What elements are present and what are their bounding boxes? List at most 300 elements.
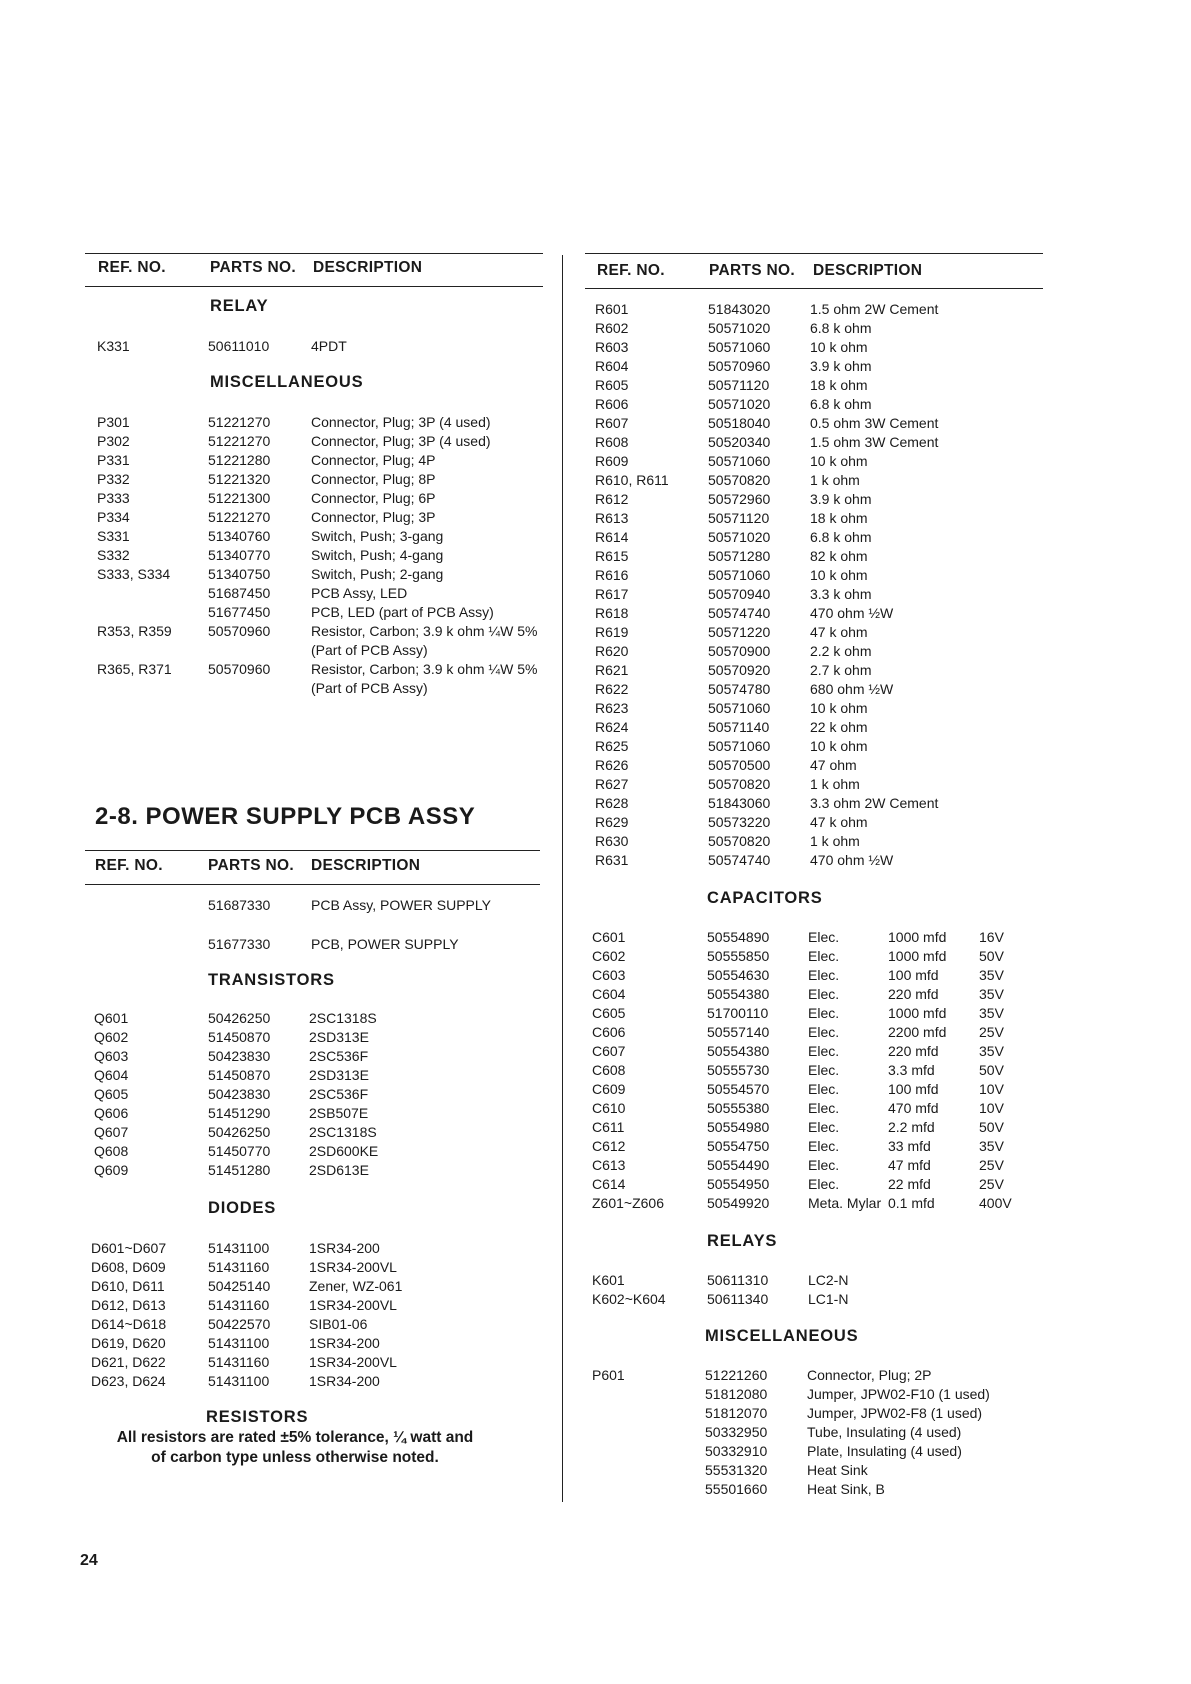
cell-ref: R619 <box>595 624 629 640</box>
cell-desc: LC2-N <box>808 1272 849 1288</box>
right-header-parts: PARTS NO. <box>709 262 795 279</box>
table-row <box>0 1423 1191 1442</box>
table-row <box>0 699 1191 718</box>
table-row <box>0 680 1191 699</box>
cell-part: 51677450 <box>208 604 271 620</box>
cell-part: 50554980 <box>707 1119 770 1135</box>
cell-part: 50570920 <box>708 662 771 678</box>
cell-part: 50549920 <box>707 1195 770 1211</box>
cell-ref: D601~D607 <box>91 1240 167 1256</box>
cell-part: 51340750 <box>208 566 271 582</box>
cell-part: 50423830 <box>208 1086 271 1102</box>
table-row <box>0 604 1191 623</box>
resistors-note-line-2: of carbon type unless otherwise noted. <box>151 1449 439 1466</box>
cell-part: 50570500 <box>708 757 771 773</box>
cell-volt: 50V <box>979 1119 1004 1135</box>
cell-ref: R624 <box>595 719 629 735</box>
cell-desc: 10 k ohm <box>810 700 868 716</box>
power-header-rule <box>85 884 540 885</box>
cell-type: Elec. <box>808 967 840 983</box>
cell-part: 50555730 <box>707 1062 770 1078</box>
cell-desc: Connector, Plug; 3P (4 used) <box>311 433 491 449</box>
cell-part: 50426250 <box>208 1124 271 1140</box>
page-number: 24 <box>80 1552 98 1569</box>
cell-part: 50571120 <box>708 510 770 526</box>
cell-type: Elec. <box>808 1024 840 1040</box>
cell-ref: R601 <box>595 301 629 317</box>
table-row <box>0 642 1191 661</box>
cell-desc: Connector, Plug; 4P <box>311 452 436 468</box>
cell-desc: 0.5 ohm 3W Cement <box>810 415 939 431</box>
cell-ref: Q605 <box>94 1086 129 1102</box>
cell-part: 51700110 <box>707 1005 769 1021</box>
cell-part: 50423830 <box>208 1048 271 1064</box>
cell-part: 50554750 <box>707 1138 770 1154</box>
right-header-desc: DESCRIPTION <box>813 262 923 279</box>
cell-part: 50574740 <box>708 852 771 868</box>
table-row <box>0 1461 1191 1480</box>
cell-part: 51431100 <box>208 1373 270 1389</box>
cell-ref: C609 <box>592 1081 626 1097</box>
cell-ref: K602~K604 <box>592 1291 666 1307</box>
cell-ref: Q601 <box>94 1010 129 1026</box>
cell-part: 51687330 <box>208 897 271 913</box>
cell-ref: R614 <box>595 529 629 545</box>
cell-desc: 2SC1318S <box>309 1010 377 1026</box>
cell-ref: R630 <box>595 833 629 849</box>
cell-desc: 47 k ohm <box>810 814 868 830</box>
table-row <box>0 966 1191 985</box>
cell-desc: 1 k ohm <box>810 833 860 849</box>
cell-type: Elec. <box>808 1176 840 1192</box>
cell-desc: 2SD600KE <box>309 1143 379 1159</box>
cell-desc: Connector, Plug; 6P <box>311 490 436 506</box>
cell-part: 51431100 <box>208 1335 270 1351</box>
cell-ref: P333 <box>97 490 130 506</box>
cell-desc: 1SR34-200 <box>309 1240 380 1256</box>
cell-part: 50570960 <box>208 661 271 677</box>
cell-ref: R627 <box>595 776 629 792</box>
left-misc-title: MISCELLANEOUS <box>210 373 364 391</box>
cell-part: 50425140 <box>208 1278 271 1294</box>
cell-desc: Resistor, Carbon; 3.9 k ohm ¼W 5% (Part of PCB Assy) <box>311 661 538 696</box>
cell-part: 50426250 <box>208 1010 271 1026</box>
cell-ref: Q606 <box>94 1105 129 1121</box>
cell-desc: SIB01-06 <box>309 1316 368 1332</box>
cell-ref: C603 <box>592 967 626 983</box>
cell-part: 55531320 <box>705 1462 768 1478</box>
cell-part: 51450870 <box>208 1067 271 1083</box>
cell-desc: 3.9 k ohm <box>810 358 872 374</box>
cell-value: 1000 mfd <box>888 1005 947 1021</box>
cell-ref: Q604 <box>94 1067 129 1083</box>
cell-value: 3.3 mfd <box>888 1062 935 1078</box>
cell-part: 50574780 <box>708 681 771 697</box>
right-resistors-list <box>0 300 1191 870</box>
cell-part: 51687450 <box>208 585 271 601</box>
cell-volt: 35V <box>979 986 1004 1002</box>
cell-part: 50570960 <box>208 623 271 639</box>
cell-ref: R617 <box>595 586 629 602</box>
table-row <box>0 851 1191 870</box>
left-header-desc: DESCRIPTION <box>313 259 423 276</box>
table-row <box>0 623 1191 642</box>
table-row <box>0 1404 1191 1423</box>
cell-desc: 10 k ohm <box>810 453 868 469</box>
cell-ref: P302 <box>97 433 130 449</box>
cell-ref: Q607 <box>94 1124 129 1140</box>
table-row <box>0 452 1191 471</box>
cell-value: 1000 mfd <box>888 929 947 945</box>
cell-desc: Zener, WZ-061 <box>309 1278 403 1294</box>
cell-type: Elec. <box>808 986 840 1002</box>
cell-ref: Q609 <box>94 1162 129 1178</box>
cell-part: 51677330 <box>208 936 271 952</box>
cell-desc: Switch, Push; 2-gang <box>311 566 444 582</box>
cell-desc: 10 k ohm <box>810 738 868 754</box>
cell-desc: 10 k ohm <box>810 567 868 583</box>
cell-part: 50520340 <box>708 434 771 450</box>
table-row <box>0 547 1191 566</box>
cell-ref: R631 <box>595 852 629 868</box>
cell-type: Elec. <box>808 1043 840 1059</box>
cell-desc: 1 k ohm <box>810 776 860 792</box>
cell-desc: Heat Sink, B <box>807 1481 885 1497</box>
table-row <box>0 509 1191 528</box>
table-row <box>0 300 1191 319</box>
table-row <box>0 338 1191 357</box>
cell-ref: R613 <box>595 510 629 526</box>
cell-ref: C614 <box>592 1176 626 1192</box>
cell-ref: Q602 <box>94 1029 129 1045</box>
power-supply-title: 2-8. POWER SUPPLY PCB ASSY <box>95 803 476 830</box>
cell-part: 51221260 <box>705 1367 768 1383</box>
cell-part: 51843020 <box>708 301 771 317</box>
table-row <box>0 947 1191 966</box>
cell-part: 50557140 <box>707 1024 770 1040</box>
cell-part: 51221320 <box>208 471 271 487</box>
cell-volt: 25V <box>979 1176 1004 1192</box>
cell-value: 0.1 mfd <box>888 1195 935 1211</box>
cell-desc: 47 ohm <box>810 757 857 773</box>
cell-ref: R605 <box>595 377 629 393</box>
cell-ref: C601 <box>592 929 626 945</box>
cell-desc: Switch, Push; 4-gang <box>311 547 444 563</box>
cell-part: 51340770 <box>208 547 271 563</box>
cell-desc: 2SD313E <box>309 1067 369 1083</box>
cell-part: 50571140 <box>708 719 770 735</box>
table-row <box>0 395 1191 414</box>
cell-ref: C612 <box>592 1138 626 1154</box>
table-row <box>0 1118 1191 1137</box>
table-row <box>0 585 1191 604</box>
cell-ref: R365, R371 <box>97 661 172 677</box>
cell-part: 51221270 <box>208 509 271 525</box>
cell-part: 51221270 <box>208 433 271 449</box>
cell-ref: R621 <box>595 662 629 678</box>
cell-volt: 50V <box>979 948 1004 964</box>
cell-part: 50570820 <box>708 472 771 488</box>
cell-type: Elec. <box>808 1062 840 1078</box>
cell-part: 50422570 <box>208 1316 271 1332</box>
cell-ref: S332 <box>97 547 130 563</box>
table-row <box>0 1156 1191 1175</box>
cell-part: 51431160 <box>208 1354 270 1370</box>
cell-ref: R606 <box>595 396 629 412</box>
left-header-rule <box>85 286 543 287</box>
cell-desc: 2.7 k ohm <box>810 662 872 678</box>
cell-volt: 400V <box>979 1195 1012 1211</box>
right-misc-list <box>0 1366 1191 1499</box>
cell-desc: Resistor, Carbon; 3.9 k ohm ¼W 5% (Part of PCB Assy) <box>311 623 538 658</box>
cell-part: 50573220 <box>708 814 771 830</box>
table-row <box>0 528 1191 547</box>
cell-desc: 470 ohm ½W <box>810 605 894 621</box>
cell-desc: 2.2 k ohm <box>810 643 872 659</box>
cell-type: Elec. <box>808 1100 840 1116</box>
cell-part: 50555850 <box>707 948 770 964</box>
cell-desc: 2SC536F <box>309 1086 369 1102</box>
cell-ref: C604 <box>592 986 626 1002</box>
table-row <box>0 1290 1191 1309</box>
cell-value: 470 mfd <box>888 1100 939 1116</box>
cell-ref: Z601~Z606 <box>592 1195 664 1211</box>
cell-type: Elec. <box>808 1157 840 1173</box>
cell-desc: PCB Assy, LED <box>311 585 408 601</box>
cell-value: 220 mfd <box>888 1043 939 1059</box>
table-row <box>0 471 1191 490</box>
cell-value: 22 mfd <box>888 1176 931 1192</box>
cell-desc: PCB, LED (part of PCB Assy) <box>311 604 494 620</box>
cell-ref: D619, D620 <box>91 1335 166 1351</box>
cell-ref: Q603 <box>94 1048 129 1064</box>
cell-part: 51431160 <box>208 1259 270 1275</box>
cell-desc: PCB, POWER SUPPLY <box>311 936 459 952</box>
capacitors-title: CAPACITORS <box>707 889 823 907</box>
cell-desc: 2SD313E <box>309 1029 369 1045</box>
table-row <box>0 985 1191 1004</box>
power-header-ref: REF. NO. <box>95 857 163 874</box>
cell-part: 50570960 <box>708 358 771 374</box>
cell-desc: Connector, Plug; 2P <box>807 1367 932 1383</box>
cell-part: 50332950 <box>705 1424 768 1440</box>
cell-desc: Heat Sink <box>807 1462 868 1478</box>
power-header-desc: DESCRIPTION <box>311 857 421 874</box>
cell-desc: Connector, Plug; 3P <box>311 509 436 525</box>
cell-desc: 2SC536F <box>309 1048 369 1064</box>
cell-ref: C610 <box>592 1100 626 1116</box>
right-top-rule <box>585 253 1043 254</box>
cell-ref: R612 <box>595 491 629 507</box>
cell-ref: P334 <box>97 509 130 525</box>
cell-part: 50554570 <box>707 1081 770 1097</box>
table-row <box>0 1137 1191 1156</box>
cell-ref: R615 <box>595 548 629 564</box>
cell-part: 51812080 <box>705 1386 768 1402</box>
cell-volt: 25V <box>979 1157 1004 1173</box>
cell-part: 51431100 <box>208 1240 270 1256</box>
cell-desc: Connector, Plug; 3P (4 used) <box>311 414 491 430</box>
cell-part: 51450870 <box>208 1029 271 1045</box>
cell-part: 50570900 <box>708 643 771 659</box>
cell-ref: R628 <box>595 795 629 811</box>
cell-desc: 22 k ohm <box>810 719 868 735</box>
cell-part: 50554380 <box>707 1043 770 1059</box>
cell-part: 50554630 <box>707 967 770 983</box>
cell-part: 51340760 <box>208 528 271 544</box>
cell-ref: C602 <box>592 948 626 964</box>
cell-desc: PCB Assy, POWER SUPPLY <box>311 897 491 913</box>
table-row <box>0 414 1191 433</box>
cell-ref: D612, D613 <box>91 1297 166 1313</box>
cell-desc: 6.8 k ohm <box>810 320 872 336</box>
table-row <box>0 1023 1191 1042</box>
cell-desc: 1SR34-200 <box>309 1335 380 1351</box>
cell-part: 50570940 <box>708 586 771 602</box>
cell-desc: Plate, Insulating (4 used) <box>807 1443 962 1459</box>
cell-part: 50571020 <box>708 529 771 545</box>
table-row <box>0 896 560 915</box>
cell-part: 50571020 <box>708 320 771 336</box>
cell-desc: 10 k ohm <box>810 339 868 355</box>
table-row <box>0 433 1191 452</box>
cell-ref: R353, R359 <box>97 623 172 639</box>
cell-ref: R618 <box>595 605 629 621</box>
cell-part: 51843060 <box>708 795 771 811</box>
cell-volt: 35V <box>979 967 1004 983</box>
cell-value: 100 mfd <box>888 1081 939 1097</box>
cell-ref: R629 <box>595 814 629 830</box>
cell-desc: 82 k ohm <box>810 548 868 564</box>
cell-ref: R603 <box>595 339 629 355</box>
cell-ref: R620 <box>595 643 629 659</box>
cell-ref: R616 <box>595 567 629 583</box>
cell-ref: D623, D624 <box>91 1373 166 1389</box>
cell-part: 50555380 <box>707 1100 770 1116</box>
cell-part: 50554380 <box>707 986 770 1002</box>
cell-part: 51431160 <box>208 1297 270 1313</box>
cell-part: 50571120 <box>708 377 770 393</box>
cell-desc: LC1-N <box>808 1291 849 1307</box>
cell-value: 100 mfd <box>888 967 939 983</box>
left-header-parts: PARTS NO. <box>210 259 296 276</box>
cell-desc: 1SR34-200VL <box>309 1354 397 1370</box>
cell-part: 51812070 <box>705 1405 768 1421</box>
cell-part: 50571060 <box>708 567 771 583</box>
table-row <box>0 490 1191 509</box>
left-header-ref: REF. NO. <box>98 259 166 276</box>
cell-part: 50554890 <box>707 929 770 945</box>
cell-volt: 10V <box>979 1081 1004 1097</box>
table-row <box>0 1080 1191 1099</box>
table-row <box>0 1194 1191 1213</box>
table-row <box>0 1099 1191 1118</box>
right-relays-list <box>0 1271 1191 1309</box>
cell-ref: D614~D618 <box>91 1316 167 1332</box>
relays-title: RELAYS <box>707 1232 778 1250</box>
cell-part: 50571280 <box>708 548 771 564</box>
cell-value: 1000 mfd <box>888 948 947 964</box>
transistors-title: TRANSISTORS <box>208 971 335 989</box>
cell-ref: K331 <box>97 338 130 354</box>
table-row <box>0 737 1191 756</box>
cell-desc: 2SC1318S <box>309 1124 377 1140</box>
cell-part: 50518040 <box>708 415 771 431</box>
cell-ref: C607 <box>592 1043 626 1059</box>
cell-volt: 35V <box>979 1005 1004 1021</box>
left-top-rule <box>85 253 543 254</box>
cell-part: 51451290 <box>208 1105 271 1121</box>
cell-part: 50571060 <box>708 738 771 754</box>
cell-part: 50554950 <box>707 1176 770 1192</box>
table-row <box>0 832 1191 851</box>
cell-ref: R622 <box>595 681 629 697</box>
cell-part: 50571060 <box>708 700 771 716</box>
table-row <box>0 319 1191 338</box>
cell-desc: Jumper, JPW02-F10 (1 used) <box>807 1386 990 1402</box>
left-relay-title: RELAY <box>210 297 269 315</box>
table-row <box>0 813 1191 832</box>
cell-ref: C613 <box>592 1157 626 1173</box>
cell-desc: 1.5 ohm 3W Cement <box>810 434 939 450</box>
cell-desc: 2SD613E <box>309 1162 369 1178</box>
cell-volt: 10V <box>979 1100 1004 1116</box>
cell-ref: R609 <box>595 453 629 469</box>
cell-ref: K601 <box>592 1272 625 1288</box>
cell-value: 2.2 mfd <box>888 1119 935 1135</box>
cell-desc: Connector, Plug; 8P <box>311 471 436 487</box>
cell-ref: R607 <box>595 415 629 431</box>
cell-desc: 1 k ohm <box>810 472 860 488</box>
table-row <box>0 928 1191 947</box>
cell-desc: 2SB507E <box>309 1105 369 1121</box>
cell-ref: R602 <box>595 320 629 336</box>
cell-volt: 16V <box>979 929 1004 945</box>
cell-volt: 35V <box>979 1043 1004 1059</box>
table-row <box>0 661 1191 680</box>
cell-ref: P601 <box>592 1367 625 1383</box>
cell-desc: 3.3 ohm 2W Cement <box>810 795 939 811</box>
cell-desc: 6.8 k ohm <box>810 396 872 412</box>
cell-ref: R610, R611 <box>595 472 669 488</box>
cell-desc: 47 k ohm <box>810 624 868 640</box>
cell-part: 51221280 <box>208 452 271 468</box>
cell-desc: 6.8 k ohm <box>810 529 872 545</box>
table-row <box>0 1004 1191 1023</box>
cell-volt: 50V <box>979 1062 1004 1078</box>
table-row <box>0 1480 1191 1499</box>
cell-ref: R608 <box>595 434 629 450</box>
cell-value: 2200 mfd <box>888 1024 947 1040</box>
cell-ref: S331 <box>97 528 130 544</box>
cell-type: Elec. <box>808 1138 840 1154</box>
resistors-note-line-1: All resistors are rated ±5% tolerance, ¼ watt and <box>116 1429 474 1446</box>
cell-desc: 1SR34-200VL <box>309 1259 397 1275</box>
cell-desc: 3.3 k ohm <box>810 586 872 602</box>
table-row <box>0 718 1191 737</box>
cell-part: 51451280 <box>208 1162 271 1178</box>
table-row <box>0 1061 1191 1080</box>
cell-desc: 18 k ohm <box>810 377 868 393</box>
cell-ref: C611 <box>592 1119 625 1135</box>
cell-desc: Tube, Insulating (4 used) <box>807 1424 962 1440</box>
cell-ref: R625 <box>595 738 629 754</box>
cell-desc: 680 ohm ½W <box>810 681 894 697</box>
cell-ref: R604 <box>595 358 629 374</box>
cell-part: 51221300 <box>208 490 271 506</box>
cell-value: 47 mfd <box>888 1157 931 1173</box>
cell-part: 51221270 <box>208 414 271 430</box>
